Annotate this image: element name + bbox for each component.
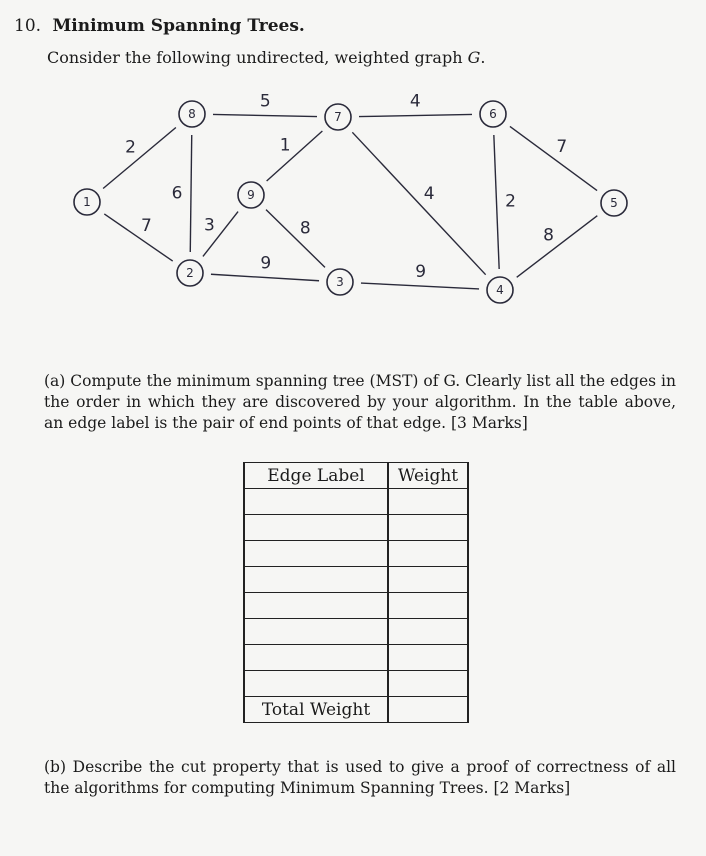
edge-label-cell[interactable] [244,515,388,541]
edge-weight-7-4: 4 [423,183,435,204]
graph-node-label: 8 [188,107,196,121]
graph-node-label: 2 [186,266,194,280]
table-row [244,541,468,567]
edge-weight-6-5: 7 [556,137,568,158]
graph-node-2 [177,260,203,286]
weight-cell[interactable] [388,645,468,671]
edge-weight-9-2: 3 [204,215,215,236]
total-weight-cell[interactable] [388,697,468,723]
graph-node-7 [325,104,351,130]
header-edge-label: Edge Label [244,463,388,489]
header-weight: Weight [388,463,468,489]
graph-node-label: 1 [83,195,91,209]
question-header [14,16,305,36]
table-row [244,645,468,671]
edge-weight-7-6: 4 [409,91,421,112]
total-row [244,697,468,723]
mst-answer-table [243,462,469,723]
table-row [244,593,468,619]
edge-6-4 [494,135,499,269]
table-row [244,515,468,541]
edge-7-4 [352,132,485,274]
intro-text: Consider the following undirected, weighted graph [47,48,463,67]
edge-4-5 [517,216,598,278]
edge-weight-8-2: 6 [171,183,183,204]
edge-weight-1-8: 2 [125,137,136,158]
graph-node-8 [179,101,205,127]
edge-1-8 [103,127,176,188]
edge-9-3 [266,210,325,268]
graph-node-label: 4 [496,283,504,297]
edge-label-cell[interactable] [244,619,388,645]
part-b-text: (b) Describe the cut property that is used to give a proof of correctness of all the algorithms for computing Minimum Spanning Trees. [2 Marks] [44,758,676,797]
edge-label-cell[interactable] [244,567,388,593]
graph-node-5 [601,190,627,216]
weighted-graph [0,80,706,320]
edge-weight-1-2: 7 [141,215,152,236]
edge-weight-2-3: 9 [260,253,272,274]
graph-node-label: 3 [336,275,344,289]
table-row [244,671,468,697]
graph-node-label: 5 [610,196,618,210]
edge-8-2 [190,135,191,252]
graph-node-1 [74,189,100,215]
weight-cell[interactable] [388,567,468,593]
weight-cell[interactable] [388,593,468,619]
question-intro [47,48,485,67]
question-title: Minimum Spanning Trees. [52,16,305,36]
graph-node-label: 6 [489,107,497,121]
graph-node-9 [238,182,264,208]
table-row [244,619,468,645]
graph-node-3 [327,269,353,295]
edge-label-cell[interactable] [244,593,388,619]
intro-end: . [480,48,486,67]
graph-node-label: 9 [247,188,255,202]
weight-cell[interactable] [388,619,468,645]
weight-cell[interactable] [388,541,468,567]
graph-symbol: G [467,48,481,67]
edge-label-cell[interactable] [244,541,388,567]
table-header-row [244,463,468,489]
edge-weight-3-4: 9 [415,262,427,283]
edge-weight-8-7: 5 [259,91,271,112]
graph-node-4 [487,277,513,303]
part-a-text: (a) Compute the minimum spanning tree (MST) of G. Clearly list all the edges in the order in which they are discovered by your algorithm. In the table above, an edge label is the pair of end points of that edge. [3 Marks] [44,372,676,432]
question-number: 10. [14,16,42,36]
edge-2-3 [211,274,319,280]
edge-weight-9-3: 8 [299,218,311,239]
edge-label-cell[interactable] [244,489,388,515]
graph-node-label: 7 [334,110,342,124]
edge-weight-4-5: 8 [543,225,554,246]
edge-8-7 [213,114,317,116]
edge-6-5 [510,126,597,190]
graph-node-6 [480,101,506,127]
edge-1-2 [104,214,172,261]
edge-weight-6-4: 2 [505,191,516,212]
total-weight-label: Total Weight [244,697,388,723]
weight-cell[interactable] [388,489,468,515]
edge-label-cell[interactable] [244,645,388,671]
weight-cell[interactable] [388,671,468,697]
edge-3-4 [361,283,479,289]
edge-7-6 [359,114,472,116]
edge-7-9 [267,131,323,181]
table-row [244,567,468,593]
edge-label-cell[interactable] [244,671,388,697]
table-row [244,489,468,515]
edge-weight-7-9: 1 [279,135,291,156]
weight-cell[interactable] [388,515,468,541]
